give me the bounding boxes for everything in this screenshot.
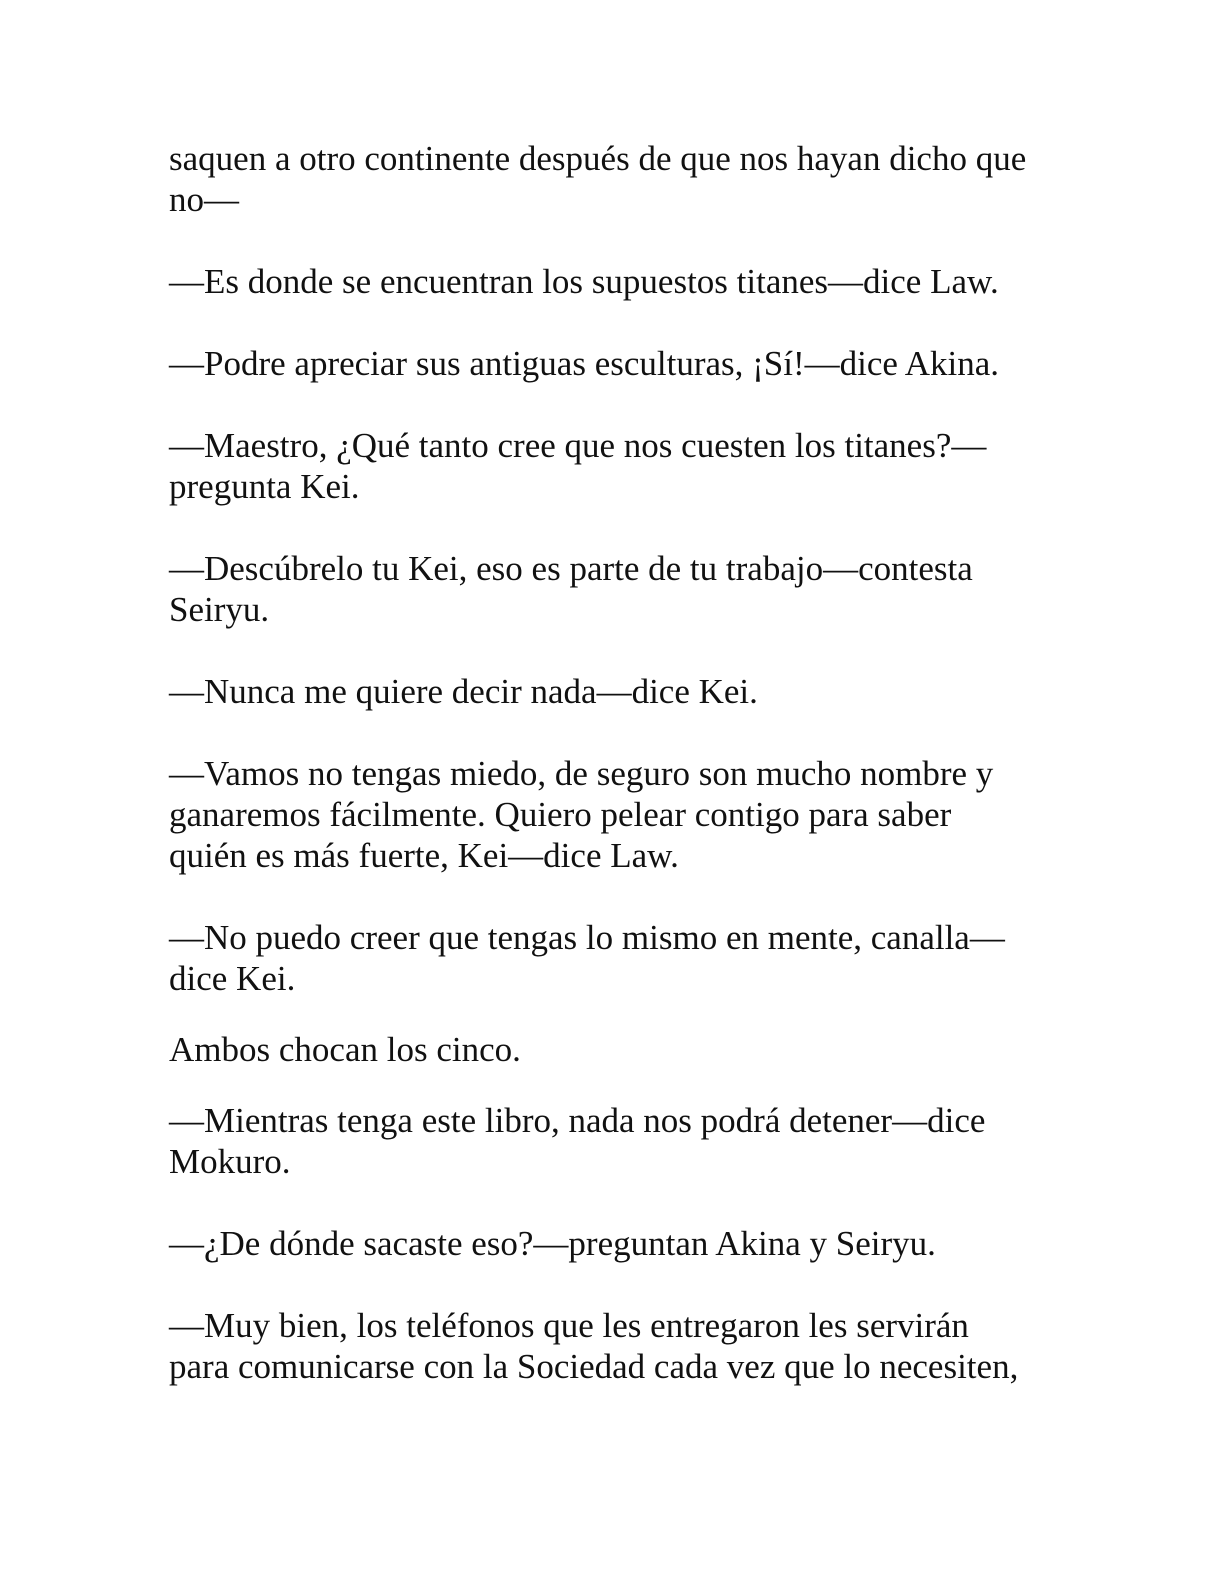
paragraph: —¿De dónde sacaste eso?—preguntan Akina y Seiryu. [169,1224,936,1263]
paragraph: saquen a otro continente después de que nos hayan dicho que no— [169,139,1027,219]
paragraph: —Mientras tenga este libro, nada nos podrá detener—dice Mokuro. [169,1101,986,1181]
paragraph: Ambos chocan los cinco. [169,1030,521,1069]
paragraph: —Muy bien, los teléfonos que les entregaron les servirán para comunicarse con la Sociedad cada vez que lo necesiten, [169,1306,1019,1386]
paragraph: —Podre apreciar sus antiguas esculturas, ¡Sí!—dice Akina. [169,344,1000,383]
paragraph: —Maestro, ¿Qué tanto cree que nos cuesten los titanes?— pregunta Kei. [169,426,987,506]
paragraph: —Nunca me quiere decir nada—dice Kei. [169,672,758,711]
paragraph: —Vamos no tengas miedo, de seguro son mucho nombre y ganaremos fácilmente. Quiero pelear contigo para saber quién es más fuerte, Kei—dice Law. [169,754,994,875]
paragraph: —No puedo creer que tengas lo mismo en mente, canalla— dice Kei. [169,918,1005,998]
paragraph: —Descúbrelo tu Kei, eso es parte de tu trabajo—contesta Seiryu. [169,549,973,629]
body-text [169,138,1069,1387]
paragraph: —Es donde se encuentran los supuestos titanes—dice Law. [169,262,999,301]
